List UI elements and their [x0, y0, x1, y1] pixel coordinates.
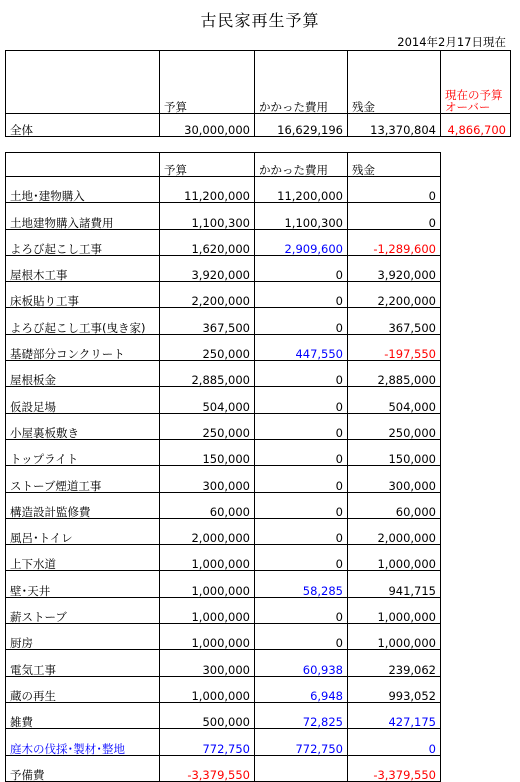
- table-row: [6, 492, 441, 518]
- table-row: [6, 518, 441, 544]
- row-budget: -3,379,550: [160, 755, 255, 781]
- table-row: [6, 702, 441, 728]
- table-row: [6, 729, 441, 755]
- row-remaining: 1,000,000: [348, 545, 441, 571]
- table-row: [6, 676, 441, 702]
- row-budget: 1,620,000: [160, 229, 255, 255]
- row-remaining: 941,715: [348, 571, 441, 597]
- summary-header-blank: [6, 51, 160, 114]
- row-label: トップライト: [6, 439, 160, 465]
- row-budget: 60,000: [160, 492, 255, 518]
- summary-row-label: 全体: [6, 114, 160, 137]
- table-row: [6, 387, 441, 413]
- row-budget: 367,500: [160, 308, 255, 334]
- row-label: 土地･建物購入: [6, 177, 160, 203]
- row-spent: 0: [255, 413, 348, 439]
- row-remaining: 0: [348, 177, 441, 203]
- row-label: よろび起こし工事: [6, 229, 160, 255]
- summary-table: [5, 50, 511, 137]
- table-row: [6, 755, 441, 781]
- detail-header-blank: [6, 153, 160, 177]
- row-spent: 0: [255, 387, 348, 413]
- summary-row-total: [6, 114, 511, 137]
- row-label: 屋根木工事: [6, 255, 160, 281]
- table-row: [6, 255, 441, 281]
- row-spent: 772,750: [255, 729, 348, 755]
- table-row: [6, 334, 441, 360]
- row-budget: 504,000: [160, 387, 255, 413]
- row-remaining: 993,052: [348, 676, 441, 702]
- detail-header-row: [6, 153, 441, 177]
- table-row: [6, 177, 441, 203]
- row-budget: 1,000,000: [160, 676, 255, 702]
- row-budget: 1,000,000: [160, 624, 255, 650]
- row-spent: 72,825: [255, 702, 348, 728]
- summary-header-over-line1: 現在の予算: [445, 88, 503, 102]
- row-remaining: 2,000,000: [348, 518, 441, 544]
- row-label: ストーブ煙道工事: [6, 466, 160, 492]
- row-budget: 11,200,000: [160, 177, 255, 203]
- table-row: [6, 545, 441, 571]
- row-remaining: 0: [348, 203, 441, 229]
- row-budget: 250,000: [160, 413, 255, 439]
- page-title: 古民家再生予算: [200, 11, 320, 30]
- summary-header-spent: かかった費用: [255, 51, 348, 114]
- table-row: [6, 282, 441, 308]
- table-row: [6, 361, 441, 387]
- row-label: 仮設足場: [6, 387, 160, 413]
- row-label: 予備費: [6, 755, 160, 781]
- detail-header-budget: 予算: [160, 153, 255, 177]
- row-remaining: 60,000: [348, 492, 441, 518]
- table-row: [6, 571, 441, 597]
- row-spent: [255, 755, 348, 781]
- table-row: [6, 413, 441, 439]
- detail-header-remaining: 残金: [348, 153, 441, 177]
- row-remaining: 504,000: [348, 387, 441, 413]
- row-label: 構造設計監修費: [6, 492, 160, 518]
- row-budget: 2,885,000: [160, 361, 255, 387]
- table-row: [6, 229, 441, 255]
- row-spent: 11,200,000: [255, 177, 348, 203]
- row-spent: 0: [255, 255, 348, 281]
- row-label: 薪ストーブ: [6, 597, 160, 623]
- row-spent: 58,285: [255, 571, 348, 597]
- table-row: [6, 439, 441, 465]
- row-budget: 772,750: [160, 729, 255, 755]
- summary-row-spent: 16,629,196: [255, 114, 348, 137]
- table-row: [6, 624, 441, 650]
- row-spent: 2,909,600: [255, 229, 348, 255]
- row-spent: 447,550: [255, 334, 348, 360]
- row-label: 電気工事: [6, 650, 160, 676]
- row-remaining: -3,379,550: [348, 755, 441, 781]
- table-row: [6, 308, 441, 334]
- row-budget: 3,920,000: [160, 255, 255, 281]
- row-label: 風呂･トイレ: [6, 518, 160, 544]
- row-remaining: -1,289,600: [348, 229, 441, 255]
- summary-row-remaining: 13,370,804: [348, 114, 441, 137]
- row-budget: 1,000,000: [160, 597, 255, 623]
- row-label: 土地建物購入諸費用: [6, 203, 160, 229]
- detail-table: [5, 152, 441, 782]
- row-remaining: 427,175: [348, 702, 441, 728]
- summary-header-row: [6, 51, 511, 114]
- row-budget: 2,000,000: [160, 518, 255, 544]
- row-spent: 0: [255, 518, 348, 544]
- summary-header-over-line2: オーバー: [445, 100, 491, 114]
- row-remaining: 250,000: [348, 413, 441, 439]
- row-label: 雑費: [6, 702, 160, 728]
- row-label: 基礎部分コンクリート: [6, 334, 160, 360]
- row-remaining: 0: [348, 729, 441, 755]
- row-budget: 150,000: [160, 439, 255, 465]
- table-row: [6, 203, 441, 229]
- summary-header-remaining: 残金: [348, 51, 441, 114]
- row-label: 床板貼り工事: [6, 282, 160, 308]
- row-remaining: 367,500: [348, 308, 441, 334]
- row-remaining: 239,062: [348, 650, 441, 676]
- as-of-date: 2014年2月17日現在: [397, 35, 506, 49]
- row-spent: 0: [255, 545, 348, 571]
- row-remaining: 3,920,000: [348, 255, 441, 281]
- row-remaining: 1,000,000: [348, 624, 441, 650]
- row-label: 庭木の伐採･製材･整地: [6, 729, 160, 755]
- row-remaining: 1,000,000: [348, 597, 441, 623]
- row-budget: 500,000: [160, 702, 255, 728]
- row-label: よろび起こし工事(曳き家): [6, 308, 160, 334]
- summary-row-budget: 30,000,000: [160, 114, 255, 137]
- row-label: 壁･天井: [6, 571, 160, 597]
- row-spent: 60,938: [255, 650, 348, 676]
- table-row: [6, 650, 441, 676]
- row-remaining: 2,885,000: [348, 361, 441, 387]
- row-spent: 0: [255, 439, 348, 465]
- row-remaining: 300,000: [348, 466, 441, 492]
- row-spent: 0: [255, 624, 348, 650]
- row-spent: 0: [255, 466, 348, 492]
- row-budget: 2,200,000: [160, 282, 255, 308]
- summary-header-budget: 予算: [160, 51, 255, 114]
- table-row: [6, 597, 441, 623]
- row-remaining: 150,000: [348, 439, 441, 465]
- row-spent: 0: [255, 282, 348, 308]
- row-budget: 1,100,300: [160, 203, 255, 229]
- summary-header-over: [441, 51, 511, 114]
- summary-row-over: 4,866,700: [441, 114, 511, 137]
- detail-header-spent: かかった費用: [255, 153, 348, 177]
- row-budget: 1,000,000: [160, 571, 255, 597]
- row-label: 上下水道: [6, 545, 160, 571]
- row-label: 厨房: [6, 624, 160, 650]
- row-remaining: -197,550: [348, 334, 441, 360]
- row-label: 小屋裏板敷き: [6, 413, 160, 439]
- row-spent: 0: [255, 597, 348, 623]
- row-remaining: 2,200,000: [348, 282, 441, 308]
- row-label: 蔵の再生: [6, 676, 160, 702]
- row-spent: 0: [255, 308, 348, 334]
- row-budget: 300,000: [160, 650, 255, 676]
- row-budget: 300,000: [160, 466, 255, 492]
- row-spent: 0: [255, 361, 348, 387]
- table-row: [6, 466, 441, 492]
- row-label: 屋根板金: [6, 361, 160, 387]
- row-spent: 1,100,300: [255, 203, 348, 229]
- row-budget: 250,000: [160, 334, 255, 360]
- row-spent: 0: [255, 492, 348, 518]
- row-budget: 1,000,000: [160, 545, 255, 571]
- row-spent: 6,948: [255, 676, 348, 702]
